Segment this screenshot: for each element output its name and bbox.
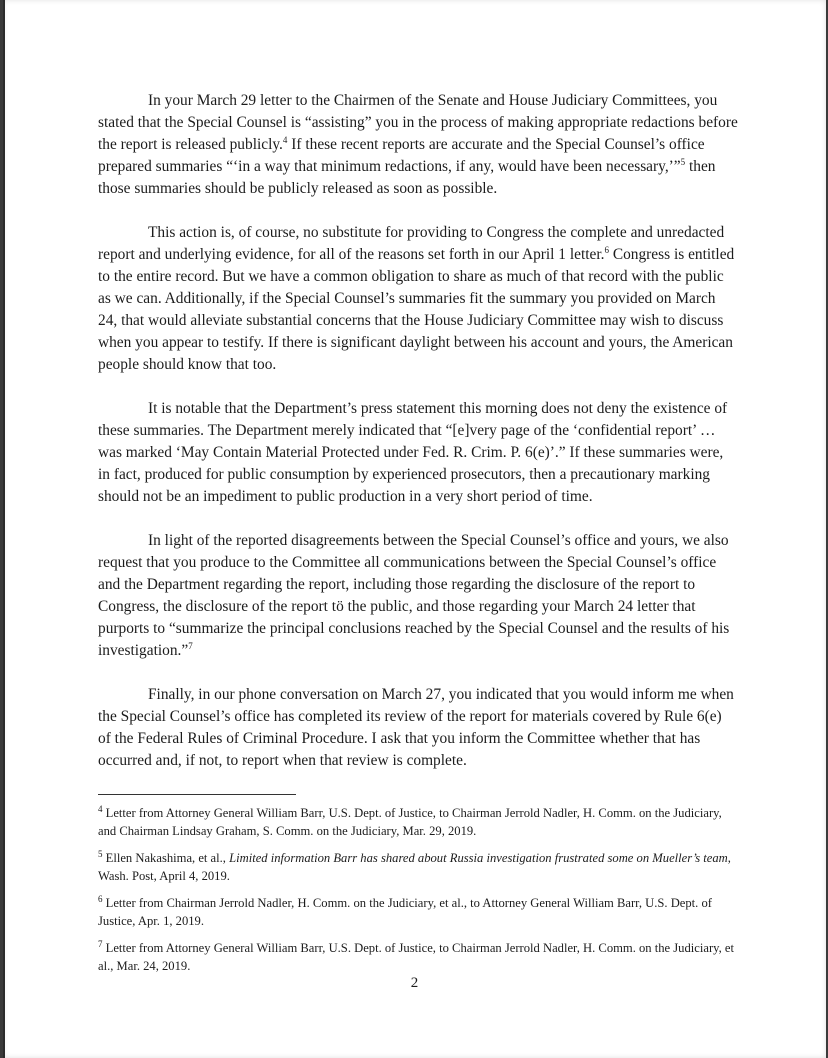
body-paragraph <box>98 530 738 662</box>
footnote-marker: 6 <box>98 893 103 904</box>
footnote-marker: 4 <box>282 134 288 145</box>
body-paragraph <box>98 398 738 508</box>
text-run: Ellen Nakashima, et al., <box>102 851 230 865</box>
footnote-divider <box>98 794 296 795</box>
text-run: This action is, of course, no substitute for providing to Congress the complete and unredacted report and underlying evidence, for all of the reasons set forth in our April 1 letter. <box>98 224 725 263</box>
text-run: If these recent reports are accurate and the Special Counsel’s office prepared summaries “‘in a way that minimum redactions, if any, would have been necessary,’” <box>98 136 705 175</box>
body-paragraph <box>98 684 738 772</box>
text-run: , Wash. Post, April 4, 2019. <box>98 851 731 883</box>
footnote <box>98 895 738 930</box>
document-page <box>3 0 826 1058</box>
text-run: In light of the reported disagreements between the Special Counsel’s office and yours, we also request that you produce to the Committee all communications between the Special Counsel’s office and the Department regarding the report, including those regarding the disclosure of the report to Congress, the disclosure of the report tö the public, and those regarding your March 24 letter that purports to “summarize the principal conclusions reached by the Special Counsel and the results of his investigation.” <box>98 532 730 659</box>
footnote-marker: 5 <box>98 848 103 859</box>
text-run: Letter from Attorney General William Barr, U.S. Dept. of Justice, to Chairman Jerrold Nadler, H. Comm. on the Judiciary, and Chairman Lindsay Graham, S. Comm. on the Judiciary, Mar. 29, 2019. <box>98 806 722 838</box>
text-run: It is notable that the Department’s press statement this morning does not deny the existence of these summaries. The Department merely indicated that “[e]very page of the ‘confidential report’ … was marked ‘May Contain Material Protected under Fed. R. Crim. P. 6(e)’.” If these summaries were, in fact, produced for public consumption by experienced prosecutors, then a precautionary marking should not be an impediment to public production in a very short period of time. <box>98 400 728 505</box>
footnote <box>98 940 738 975</box>
footnote-marker: 7 <box>98 938 103 949</box>
footnote-marker: 7 <box>188 640 193 651</box>
text-run: Congress is entitled to the entire record. But we have a common obligation to share as much of that record with the public as we can. Additionally, if the Special Counsel’s summaries fit the summary you provided on March 24, that would alleviate substantial concerns that the House Judiciary Committee may wish to discuss when you appear to testify. If there is significant daylight between his account and yours, the American people should know that too. <box>98 246 735 373</box>
body-paragraph <box>98 222 738 376</box>
text-run: Letter from Chairman Jerrold Nadler, H. Comm. on the Judiciary, et al., to Attorney General William Barr, U.S. Dept. of Justice, Apr. 1, 2019. <box>98 896 712 928</box>
text-run: Letter from Attorney General William Barr, U.S. Dept. of Justice, to Chairman Jerrold Nadler, H. Comm. on the Judiciary, et al., Mar. 24, 2019. <box>98 941 735 973</box>
footnote <box>98 805 738 840</box>
footnote <box>98 850 738 885</box>
footnote-marker: 6 <box>604 244 609 255</box>
italic-title: Limited information Barr has shared about Russia investigation frustrated some on Mueller’s team <box>229 851 728 865</box>
page-number: 2 <box>410 975 419 991</box>
text-run: In your March 29 letter to the Chairmen of the Senate and House Judiciary Committees, you stated that the Special Counsel is “assisting” you in the process of making appropriate redactions before the report is released publicly. <box>98 92 738 153</box>
body-paragraph <box>98 90 738 200</box>
text-run: Finally, in our phone conversation on March 27, you indicated that you would inform me when the Special Counsel’s office has completed its review of the report for materials covered by Rule 6(e) of the Federal Rules of Criminal Procedure. I ask that you inform the Committee whether that has occurred and, if not, to report when that review is complete. <box>98 686 734 769</box>
footnote-marker: 4 <box>98 803 103 814</box>
footnote-marker: 5 <box>680 156 686 167</box>
text-run: then those summaries should be publicly released as soon as possible. <box>98 158 716 197</box>
letter-body <box>98 90 738 985</box>
